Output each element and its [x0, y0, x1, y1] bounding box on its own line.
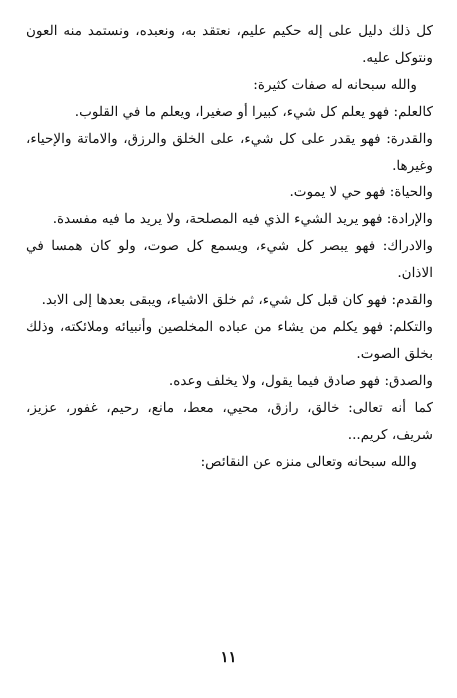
paragraph-intro: كل ذلك دليل على إله حكيم عليم، نعتقد به، ونعبده، ونستمد منه العون ونتوكل عليه. [26, 23, 433, 66]
paragraph-knowledge: كالعلم: فهو يعلم كل شيء، كبيرا أو صغيرا، ويعلم ما في القلوب. [74, 103, 433, 120]
paragraph-eternity: والقدم: فهو كان قبل كل شيء، ثم خلق الاشياء، ويبقى بعدها إلى الابد. [41, 292, 433, 309]
paragraph-speech: والتكلم: فهو يكلم من يشاء من عباده المخلصين وأنبيائه وملائكته، وذلك بخلق الصوت. [26, 318, 433, 362]
paragraph-power: والقدرة: فهو يقدر على كل شيء، على الخلق والرزق، والاماتة والإحياء، وغيرها. [26, 130, 433, 174]
paragraph-attributes-heading: والله سبحانه له صفات كثيرة: [253, 76, 417, 93]
paragraph-perception: والادراك: فهو يبصر كل شيء، ويسمع كل صوت، ولو كان همسا في الاذان. [26, 238, 433, 282]
body-text [26, 18, 433, 475]
page-number: ١١ [220, 648, 237, 666]
paragraph-names: كما أنه تعالى: خالق، رازق، محيي، معط، مانع، رحيم، غفور، عزيز، شريف، كريم... [26, 399, 433, 443]
paragraph-truthfulness: والصدق: فهو صادق فيما يقول، ولا يخلف وعده. [168, 372, 433, 389]
paragraph-will: والإرادة: فهو يريد الشيء الذي فيه المصلحة، ولا يريد ما فيه مفسدة. [52, 211, 433, 228]
paragraph-transcendence: والله سبحانه وتعالى منزه عن النقائص: [200, 453, 417, 470]
paragraph-life: والحياة: فهو حي لا يموت. [289, 184, 433, 201]
